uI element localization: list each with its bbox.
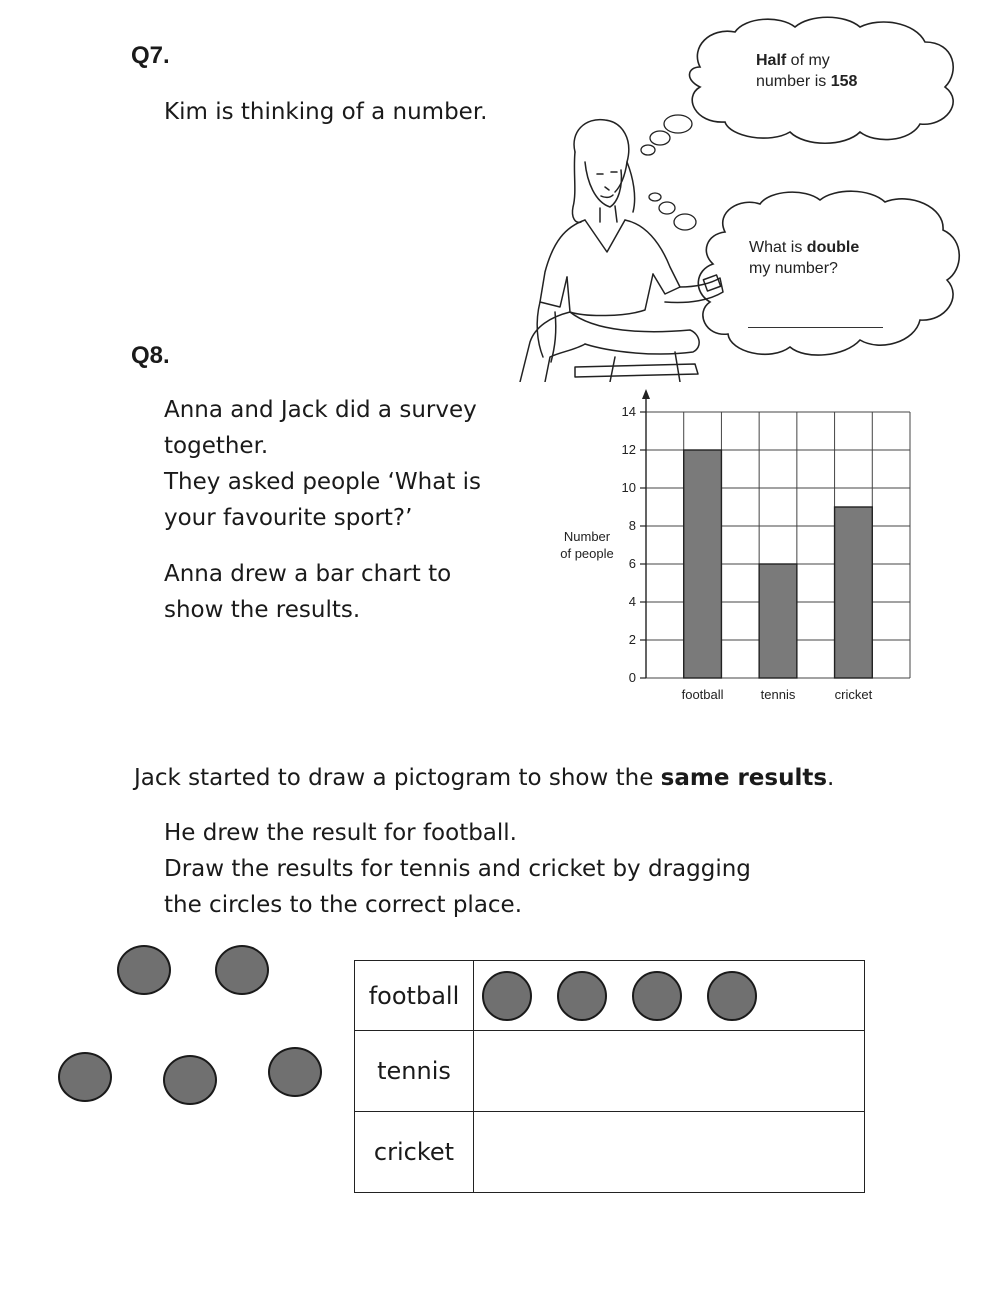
chart-bars — [684, 450, 873, 678]
text-line: show the results. — [164, 597, 361, 623]
pictogram-circle[interactable] — [707, 971, 757, 1021]
x-tick-label-football: football — [681, 687, 724, 702]
y-tick-label: 0 — [628, 670, 636, 685]
y-tick-label: 2 — [628, 632, 636, 647]
y-tick-label: 6 — [628, 556, 636, 571]
pictogram-circle[interactable] — [482, 971, 532, 1021]
y-tick-label: 14 — [621, 404, 636, 419]
drop-zone-football[interactable] — [474, 961, 865, 1031]
pictogram-row-cricket — [355, 1112, 865, 1193]
pictogram-circle[interactable] — [557, 971, 607, 1021]
girl-thinking-illustration — [515, 12, 965, 382]
draggable-circle[interactable] — [163, 1055, 217, 1105]
pictogram-instructions — [164, 815, 751, 923]
bar-tennis — [759, 564, 797, 678]
text-line: He drew the result for football. — [164, 820, 517, 846]
y-axis-arrow — [642, 389, 650, 399]
y-axis-label-line2: of people — [560, 546, 614, 561]
draggable-circle[interactable] — [268, 1047, 322, 1097]
bar-chart — [550, 385, 930, 715]
y-tick-label: 8 — [628, 518, 636, 533]
girl-figure — [520, 120, 723, 382]
pictogram-intro: Jack started to draw a pictogram to show the same results. — [134, 765, 835, 791]
y-tick-label: 4 — [628, 594, 636, 609]
text-line: the circles to the correct place. — [164, 892, 523, 918]
draggable-circle[interactable] — [117, 945, 171, 995]
bar-football — [684, 450, 722, 678]
text-line: your favourite sport?’ — [164, 505, 413, 531]
y-tick-label: 10 — [621, 480, 636, 495]
text-line: Draw the results for tennis and cricket by dragging — [164, 856, 751, 882]
pictogram-circle[interactable] — [632, 971, 682, 1021]
q8-paragraph-1 — [164, 392, 524, 536]
pictogram-table — [354, 960, 865, 1193]
row-label-tennis: tennis — [355, 1031, 474, 1112]
answer-line[interactable] — [748, 327, 883, 328]
bar-cricket — [835, 507, 873, 678]
drop-zone-cricket[interactable] — [474, 1112, 865, 1193]
y-axis-label-line1: Number — [563, 529, 611, 544]
pictogram-row-football — [355, 961, 865, 1031]
x-tick-label-tennis: tennis — [760, 687, 796, 702]
top-bubble-text: Half of my number is 158 — [756, 52, 858, 90]
text-line: Anna drew a bar chart to — [164, 561, 452, 587]
q8-label: Q8. — [131, 342, 170, 369]
y-tick-label: 12 — [621, 442, 636, 457]
text-line: together. — [164, 433, 269, 459]
pictogram-row-tennis — [355, 1031, 865, 1112]
draggable-circle[interactable] — [58, 1052, 112, 1102]
draggable-circle[interactable] — [215, 945, 269, 995]
drop-zone-tennis[interactable] — [474, 1031, 865, 1112]
row-label-football: football — [355, 961, 474, 1031]
bottom-bubble-text: What is double my number? — [749, 239, 860, 277]
x-tick-label-cricket: cricket — [834, 687, 873, 702]
row-label-cricket: cricket — [355, 1112, 474, 1193]
text-line: Anna and Jack did a survey — [164, 397, 477, 423]
q7-question-text: Kim is thinking of a number. — [164, 99, 488, 125]
text-line: They asked people ‘What is — [164, 469, 482, 495]
q8-paragraph-2 — [164, 556, 524, 628]
q7-label: Q7. — [131, 42, 170, 69]
